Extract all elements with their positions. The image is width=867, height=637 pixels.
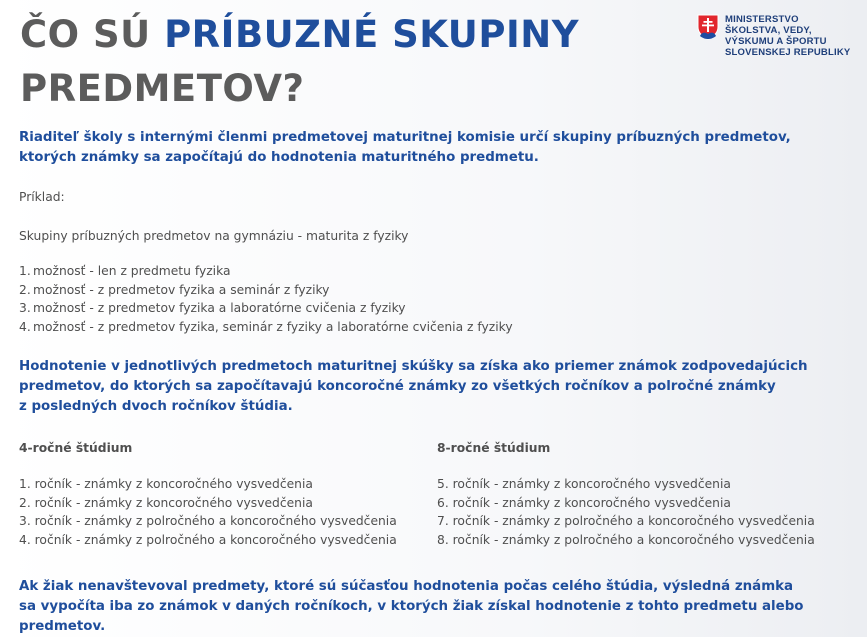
ministry-logo [697, 14, 850, 58]
four-year-list [19, 475, 397, 549]
list-item: 4. možnosť - z predmetov fyzika, seminár z fyziky a laboratórne cvičenia z fyziky [19, 319, 513, 334]
list-item: 3. ročník - známky z polročného a koncoročného vysvedčenia [19, 514, 397, 528]
eight-year-list [437, 475, 815, 549]
evaluation-paragraph [19, 357, 808, 417]
logo-line: VÝSKUMU A ŠPORTU [725, 36, 827, 47]
title-part1: ČO SÚ [20, 13, 165, 56]
intro-line-2: ktorých známky sa započítajú do hodnotenia maturitného predmetu. [19, 150, 539, 165]
list-item: 3. možnosť - z predmetov fyzika a laboratórne cvičenia z fyziky [19, 301, 406, 315]
list-item: 2. ročník - známky z koncoročného vysvedčenia [19, 495, 313, 510]
example-heading: Skupiny príbuzných predmetov na gymnáziu - maturita z fyziky [19, 229, 409, 243]
list-item: 8. ročník - známky z polročného a koncoročného vysvedčenia [437, 532, 815, 547]
title-line2: PREDMETOV? [20, 67, 305, 110]
slovak-coat-of-arms-icon [697, 14, 719, 40]
footer-line-1: Ak žiak nenavštevoval predmety, ktoré sú súčasťou hodnotenia počas celého štúdia, výsledná známka [19, 579, 794, 594]
list-item: 7. ročník - známky z polročného a koncoročného vysvedčenia [437, 514, 815, 528]
ministry-name [725, 14, 850, 58]
list-item: 4. ročník - známky z polročného a koncoročného vysvedčenia [19, 532, 397, 547]
options-list [19, 262, 513, 336]
four-year-heading: 4-ročné štúdium [19, 441, 133, 455]
footer-line-2: sa vypočíta iba zo známok v daných ročníkoch, v ktorých žiak získal hodnotenie z tohto predmetu alebo predmetov. [19, 599, 804, 634]
list-item: 1. možnosť - len z predmetu fyzika [19, 264, 231, 278]
intro-paragraph [19, 128, 791, 168]
page-title [20, 8, 579, 116]
eight-year-heading: 8-ročné štúdium [437, 441, 551, 455]
logo-line: MINISTERSTVO [725, 14, 799, 25]
evaluation-line-2: predmetov, do ktorých sa započítavajú koncoročné známky zo všetkých ročníkov a polročné známky [19, 379, 776, 394]
footer-paragraph [19, 577, 867, 637]
evaluation-line-3: z posledných dvoch ročníkov štúdia. [19, 399, 293, 414]
logo-line: ŠKOLSTVA, VEDY, [725, 25, 812, 36]
list-item: 1. ročník - známky z koncoročného vysvedčenia [19, 477, 313, 491]
list-item: 6. ročník - známky z koncoročného vysvedčenia [437, 495, 731, 510]
example-label: Príklad: [19, 190, 65, 204]
list-item: 5. ročník - známky z koncoročného vysvedčenia [437, 477, 731, 491]
list-item: 2. možnosť - z predmetov fyzika a seminár z fyziky [19, 282, 330, 297]
intro-line-1: Riaditeľ školy s internými členmi predmetovej maturitnej komisie určí skupiny príbuzných predmetov, [19, 130, 791, 145]
logo-line: SLOVENSKEJ REPUBLIKY [725, 47, 851, 58]
title-accent: PRÍBUZNÉ SKUPINY [164, 13, 579, 56]
evaluation-line-1: Hodnotenie v jednotlivých predmetoch maturitnej skúšky sa získa ako priemer známok zodpovedajúcich [19, 359, 808, 374]
